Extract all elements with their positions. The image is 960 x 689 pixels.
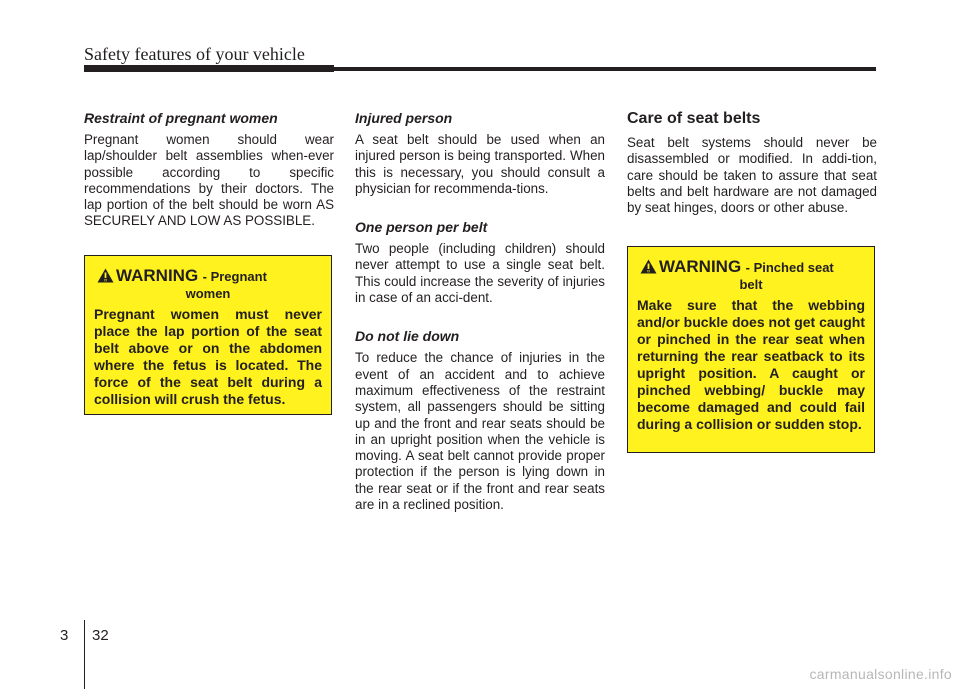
page-number: 32 <box>92 627 109 644</box>
watermark: carmanualsonline.info <box>809 666 952 682</box>
warning-subject-cont: women <box>185 286 231 301</box>
warning-label: WARNING <box>659 257 742 276</box>
warning-label: WARNING <box>116 266 199 285</box>
column-3 <box>627 110 877 216</box>
subhead-one-person-per-belt: One person per belt <box>355 219 488 236</box>
warning-subject: - Pregnant <box>202 269 267 284</box>
body-do-not-lie-down: To reduce the chance of injuries in the event of an accident and to achieve maximum effectiveness of the restraint system, all passengers should be sitting up and the front and rear seats should be in an upright position when the vehicle is moving. A seat belt cannot provide proper protection if the person is lying down in the rear seat or if the front and rear seats are in a reclined position. <box>355 350 605 513</box>
subhead-pregnant-women: Restraint of pregnant women <box>84 110 278 126</box>
warning-text: Pregnant women must never place the lap portion of the seat belt above or on the abdomen where the fetus is located. The force of the seat belt during a collision will crush the fetus. <box>94 306 322 407</box>
page-section-number: 3 <box>60 627 69 644</box>
warning-header <box>94 266 322 286</box>
warning-triangle-icon <box>640 259 657 274</box>
warning-header <box>637 257 865 277</box>
warning-box-pinched-seat-belt <box>627 246 875 453</box>
warning-subject-cont: belt <box>739 277 763 292</box>
body-pregnant-women: Pregnant women should wear lap/shoulder belt assemblies when-ever possible according to specific recommendations by their doctors. The lap portion of the belt should be worn AS SECURELY AND LOW AS POSSIBLE. <box>84 132 334 229</box>
body-one-person-per-belt: Two people (including children) should never attempt to use a single seat belt. This could increase the severity of injuries in case of an acci-dent. <box>355 241 605 306</box>
warning-text: Make sure that the webbing and/or buckle does not get caught or pinched in the rear seat when returning the rear seatback to its upright position. A caught or pinched webbing/ buckle may become damaged and could fail during a collision or sudden stop. <box>637 297 865 432</box>
heading-care-of-seat-belts: Care of seat belts <box>627 110 761 127</box>
page-header-title: Safety features of your vehicle <box>84 44 305 64</box>
header-rule <box>84 67 876 71</box>
body-injured-person: A seat belt should be used when an injured person is being transported. When this is necessary, you should consult a physician for recommenda-tions. <box>355 132 605 196</box>
subhead-do-not-lie-down: Do not lie down <box>355 328 460 345</box>
warning-triangle-icon <box>97 268 114 283</box>
body-care-of-seat-belts: Seat belt systems should never be disassembled or modified. In addi-tion, care should be taken to assure that seat belts and belt hardware are not damaged by seat hinges, doors or other abuse. <box>627 135 877 216</box>
subhead-injured-person: Injured person <box>355 110 453 126</box>
warning-box-pregnant-women <box>84 255 332 415</box>
footer-rule <box>84 620 85 689</box>
warning-subject: - Pinched seat <box>745 260 834 275</box>
column-1 <box>84 110 334 230</box>
column-2 <box>355 110 605 513</box>
